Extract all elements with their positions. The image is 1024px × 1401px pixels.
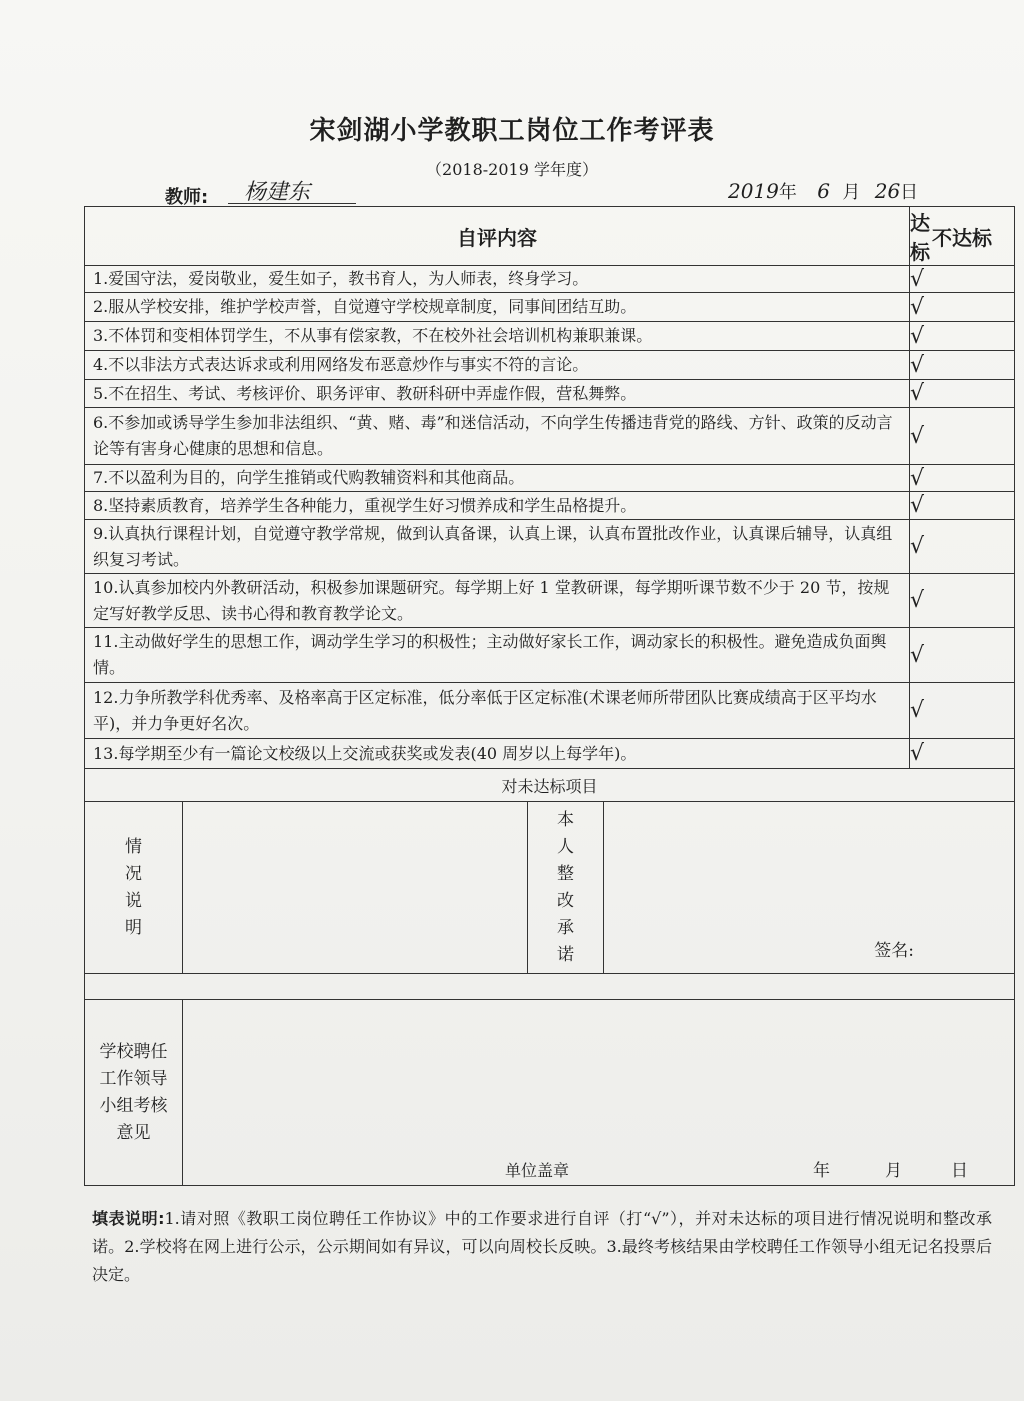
committee-label xyxy=(85,1000,183,1186)
situation-label xyxy=(85,802,183,974)
date-day-unit: 日 xyxy=(900,182,919,203)
situation-content xyxy=(183,802,528,974)
pledge-label xyxy=(528,802,604,974)
item-text: 7.不以盈利为目的，向学生推销或代购教辅资料和其他商品。 xyxy=(85,465,910,492)
table-row: 11.主动做好学生的思想工作，调动学生学习的积极性；主动做好家长工作，调动家长的积极性。避免造成负面舆情。 √ xyxy=(85,628,1015,683)
item-text: 2.服从学校安排，维护学校声誉，自觉遵守学校规章制度，同事间团结互助。 xyxy=(85,293,910,322)
fail-cell xyxy=(910,351,1015,380)
item-text: 10.认真参加校内外教研活动，积极参加课题研究。每学期上好 1 堂教研课，每学期听课节数不少于 20 节，按规定写好教学反思、读书心得和教育教学论文。 xyxy=(85,574,910,628)
fail-cell xyxy=(910,380,1015,408)
unmet-caption-row xyxy=(85,769,1015,802)
fail-cell xyxy=(910,408,1015,465)
table-row: 9.认真执行课程计划，自觉遵守教学常规，做到认真备课，认真上课，认真布置批改作业，认真课后辅导，认真组织复习考试。 √ xyxy=(85,520,1015,574)
fail-cell xyxy=(910,492,1015,520)
teacher-name: 杨建东 xyxy=(244,180,311,205)
fail-cell xyxy=(910,322,1015,351)
teacher-label: 教师: xyxy=(165,187,209,208)
fail-cell xyxy=(910,628,1015,683)
pledge-label-text: 本人整改承诺 xyxy=(556,809,574,965)
header-fail: 不达标 xyxy=(910,207,1015,266)
situation-label-text: 情况说明 xyxy=(124,836,142,938)
table-row: 6.不参加或诱导学生参加非法组织、“黄、赌、毒”和迷信活动，不向学生传播违背党的路线、方针、政策的反动言论等有害身心健康的思想和信息。 √ xyxy=(85,408,1015,465)
fail-cell xyxy=(910,520,1015,574)
table-row: 10.认真参加校内外教研活动，积极参加课题研究。每学期上好 1 堂教研课，每学期听课节数不少于 20 节，按规定写好教学反思、读书心得和教育教学论文。 √ xyxy=(85,574,1015,628)
table-row: 1.爱国守法，爱岗敬业，爱生如子，教书育人，为人师表，终身学习。 √ xyxy=(85,266,1015,293)
header-content: 自评内容 xyxy=(85,207,910,266)
committee-content xyxy=(183,1000,1015,1186)
table-row: 12.力争所教学科优秀率、及格率高于区定标准，低分率低于区定标准(术课老师所带团队比赛成绩高于区平均水平)，并力争更好名次。 √ xyxy=(85,683,1015,739)
table-row: 8.坚持素质教育，培养学生各种能力，重视学生好习惯养成和学生品格提升。 √ xyxy=(85,492,1015,520)
date-month: 6 xyxy=(817,179,830,203)
spacer-row xyxy=(85,974,1015,1000)
item-text: 11.主动做好学生的思想工作，调动学生学习的积极性；主动做好家长工作，调动家长的积极性。避免造成负面舆情。 xyxy=(85,628,910,683)
table-row: 2.服从学校安排，维护学校声誉，自觉遵守学校规章制度，同事间团结互助。 √ xyxy=(85,293,1015,322)
table-header: 自评内容 达标 不达标 xyxy=(85,207,1015,266)
sign-label: 签名: xyxy=(874,941,914,961)
fail-cell xyxy=(910,739,1015,769)
item-text: 9.认真执行课程计划，自觉遵守教学常规，做到认真备课，认真上课，认真布置批改作业，认真课后辅导，认真组织复习考试。 xyxy=(85,520,910,574)
fail-cell xyxy=(910,683,1015,739)
form-title: 宋剑湖小学教职工岗位工作考评表 xyxy=(309,116,715,146)
item-text: 13.每学期至少有一篇论文校级以上交流或获奖或发表(40 周岁以上每学年)。 xyxy=(85,739,910,769)
date-year: 2019 xyxy=(728,179,779,203)
fail-cell xyxy=(910,465,1015,492)
stamp-label: 单位盖章 xyxy=(505,1161,570,1180)
item-text: 3.不体罚和变相体罚学生，不从事有偿家教，不在校外社会培训机构兼职兼课。 xyxy=(85,322,910,351)
committee-row xyxy=(85,1000,1015,1186)
item-text: 8.坚持素质教育，培养学生各种能力，重视学生好习惯养成和学生品格提升。 xyxy=(85,492,910,520)
teacher-underline xyxy=(228,203,356,204)
table-row: 13.每学期至少有一篇论文校级以上交流或获奖或发表(40 周岁以上每学年)。 √ xyxy=(85,739,1015,769)
item-text: 4.不以非法方式表达诉求或利用网络发布恶意炒作与事实不符的言论。 xyxy=(85,351,910,380)
date-day: 26 xyxy=(874,179,901,203)
spacer-cell xyxy=(85,974,1015,1000)
item-text: 1.爱国守法，爱岗敬业，爱生如子，教书育人，为人师表，终身学习。 xyxy=(85,266,910,293)
table-row: 4.不以非法方式表达诉求或利用网络发布恶意炒作与事实不符的言论。 √ xyxy=(85,351,1015,380)
fill-instructions xyxy=(92,1205,992,1289)
unmet-row xyxy=(85,802,1015,974)
date-month-unit: 月 xyxy=(842,182,861,203)
table-row: 3.不体罚和变相体罚学生，不从事有偿家教，不在校外社会培训机构兼职兼课。 √ xyxy=(85,322,1015,351)
item-text: 5.不在招生、考试、考核评价、职务评审、教研科研中弄虚作假，营私舞弊。 xyxy=(85,380,910,408)
notes-body: 1.请对照《教职工岗位聘任工作协议》中的工作要求进行自评（打“√”），并对未达标的项目进行情况说明和整改承诺。2.学校将在网上进行公示，公示期间如有异议，可以向周校长反映。3.最终考核结果由学校聘任工作领导小组无记名投票后决定。 xyxy=(92,1209,992,1284)
item-text: 6.不参加或诱导学生参加非法组织、“黄、赌、毒”和迷信活动，不向学生传播违背党的路线、方针、政策的反动言论等有害身心健康的思想和信息。 xyxy=(85,408,910,465)
unmet-caption: 对未达标项目 xyxy=(85,769,1015,802)
fail-cell xyxy=(910,293,1015,322)
fail-cell xyxy=(910,574,1015,628)
fill-date xyxy=(728,178,918,204)
notes-lead: 填表说明: xyxy=(92,1209,165,1228)
table-row: 7.不以盈利为目的，向学生推销或代购教辅资料和其他商品。 √ xyxy=(85,465,1015,492)
fail-cell xyxy=(910,266,1015,293)
committee-label-text: 学校聘任工作领导小组考核意见 xyxy=(99,1041,168,1143)
ymd-day: 日 xyxy=(951,1161,968,1181)
date-year-unit: 年 xyxy=(778,182,797,203)
ymd-month: 月 xyxy=(885,1161,902,1181)
evaluation-table xyxy=(84,206,1015,1186)
ymd-year: 年 xyxy=(813,1161,830,1181)
school-year: （2018-2019 学年度） xyxy=(426,160,598,179)
pledge-content xyxy=(604,802,1015,974)
table-row: 5.不在招生、考试、考核评价、职务评审、教研科研中弄虚作假，营私舞弊。 √ xyxy=(85,380,1015,408)
item-text: 12.力争所教学科优秀率、及格率高于区定标准，低分率低于区定标准(术课老师所带团队比赛成绩高于区平均水平)，并力争更好名次。 xyxy=(85,683,910,739)
